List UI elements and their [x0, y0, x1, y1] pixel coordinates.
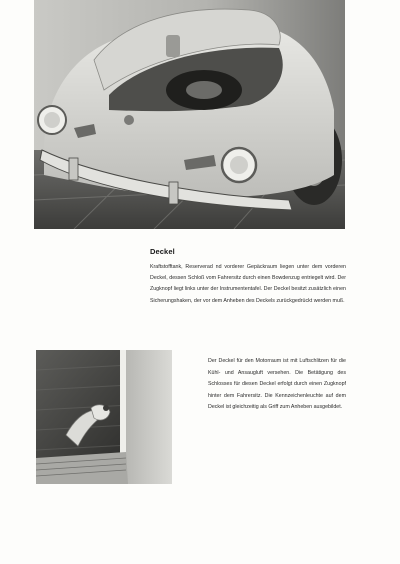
engine-lid-description: Der Deckel für den Motorraum ist mit Luftschlitzen für die Kühl- und Ansaugluft versehen. Die Betätigung des Schlosses für diesen Deckel erfolgt durch einen Zugknopf hinter dem Fahrersitz. Die Kennzeichenleuchte auf dem Deckel ist gleichzeitig als Griff zum Anheben ausgebildet. — [208, 358, 346, 411]
section-heading: Deckel — [150, 247, 175, 256]
release-knob-photo — [36, 350, 172, 484]
car-front-lid-photo — [34, 0, 345, 229]
front-lid-description: Kraftstofftank, Reserverad nd vorderer Gepäckraum liegen unter dem vorderen Deckel, dessen Schloß vom Fahrersitz durch einen Bowdenzug entriegelt wird. Der Zugknopf liegt links unter der Instrumententafel. Der Deckel besitzt zusätzlich einen Sicherungshaken, der vor dem Anheben des Deckels zurückgedrückt werden muß. — [150, 264, 346, 304]
